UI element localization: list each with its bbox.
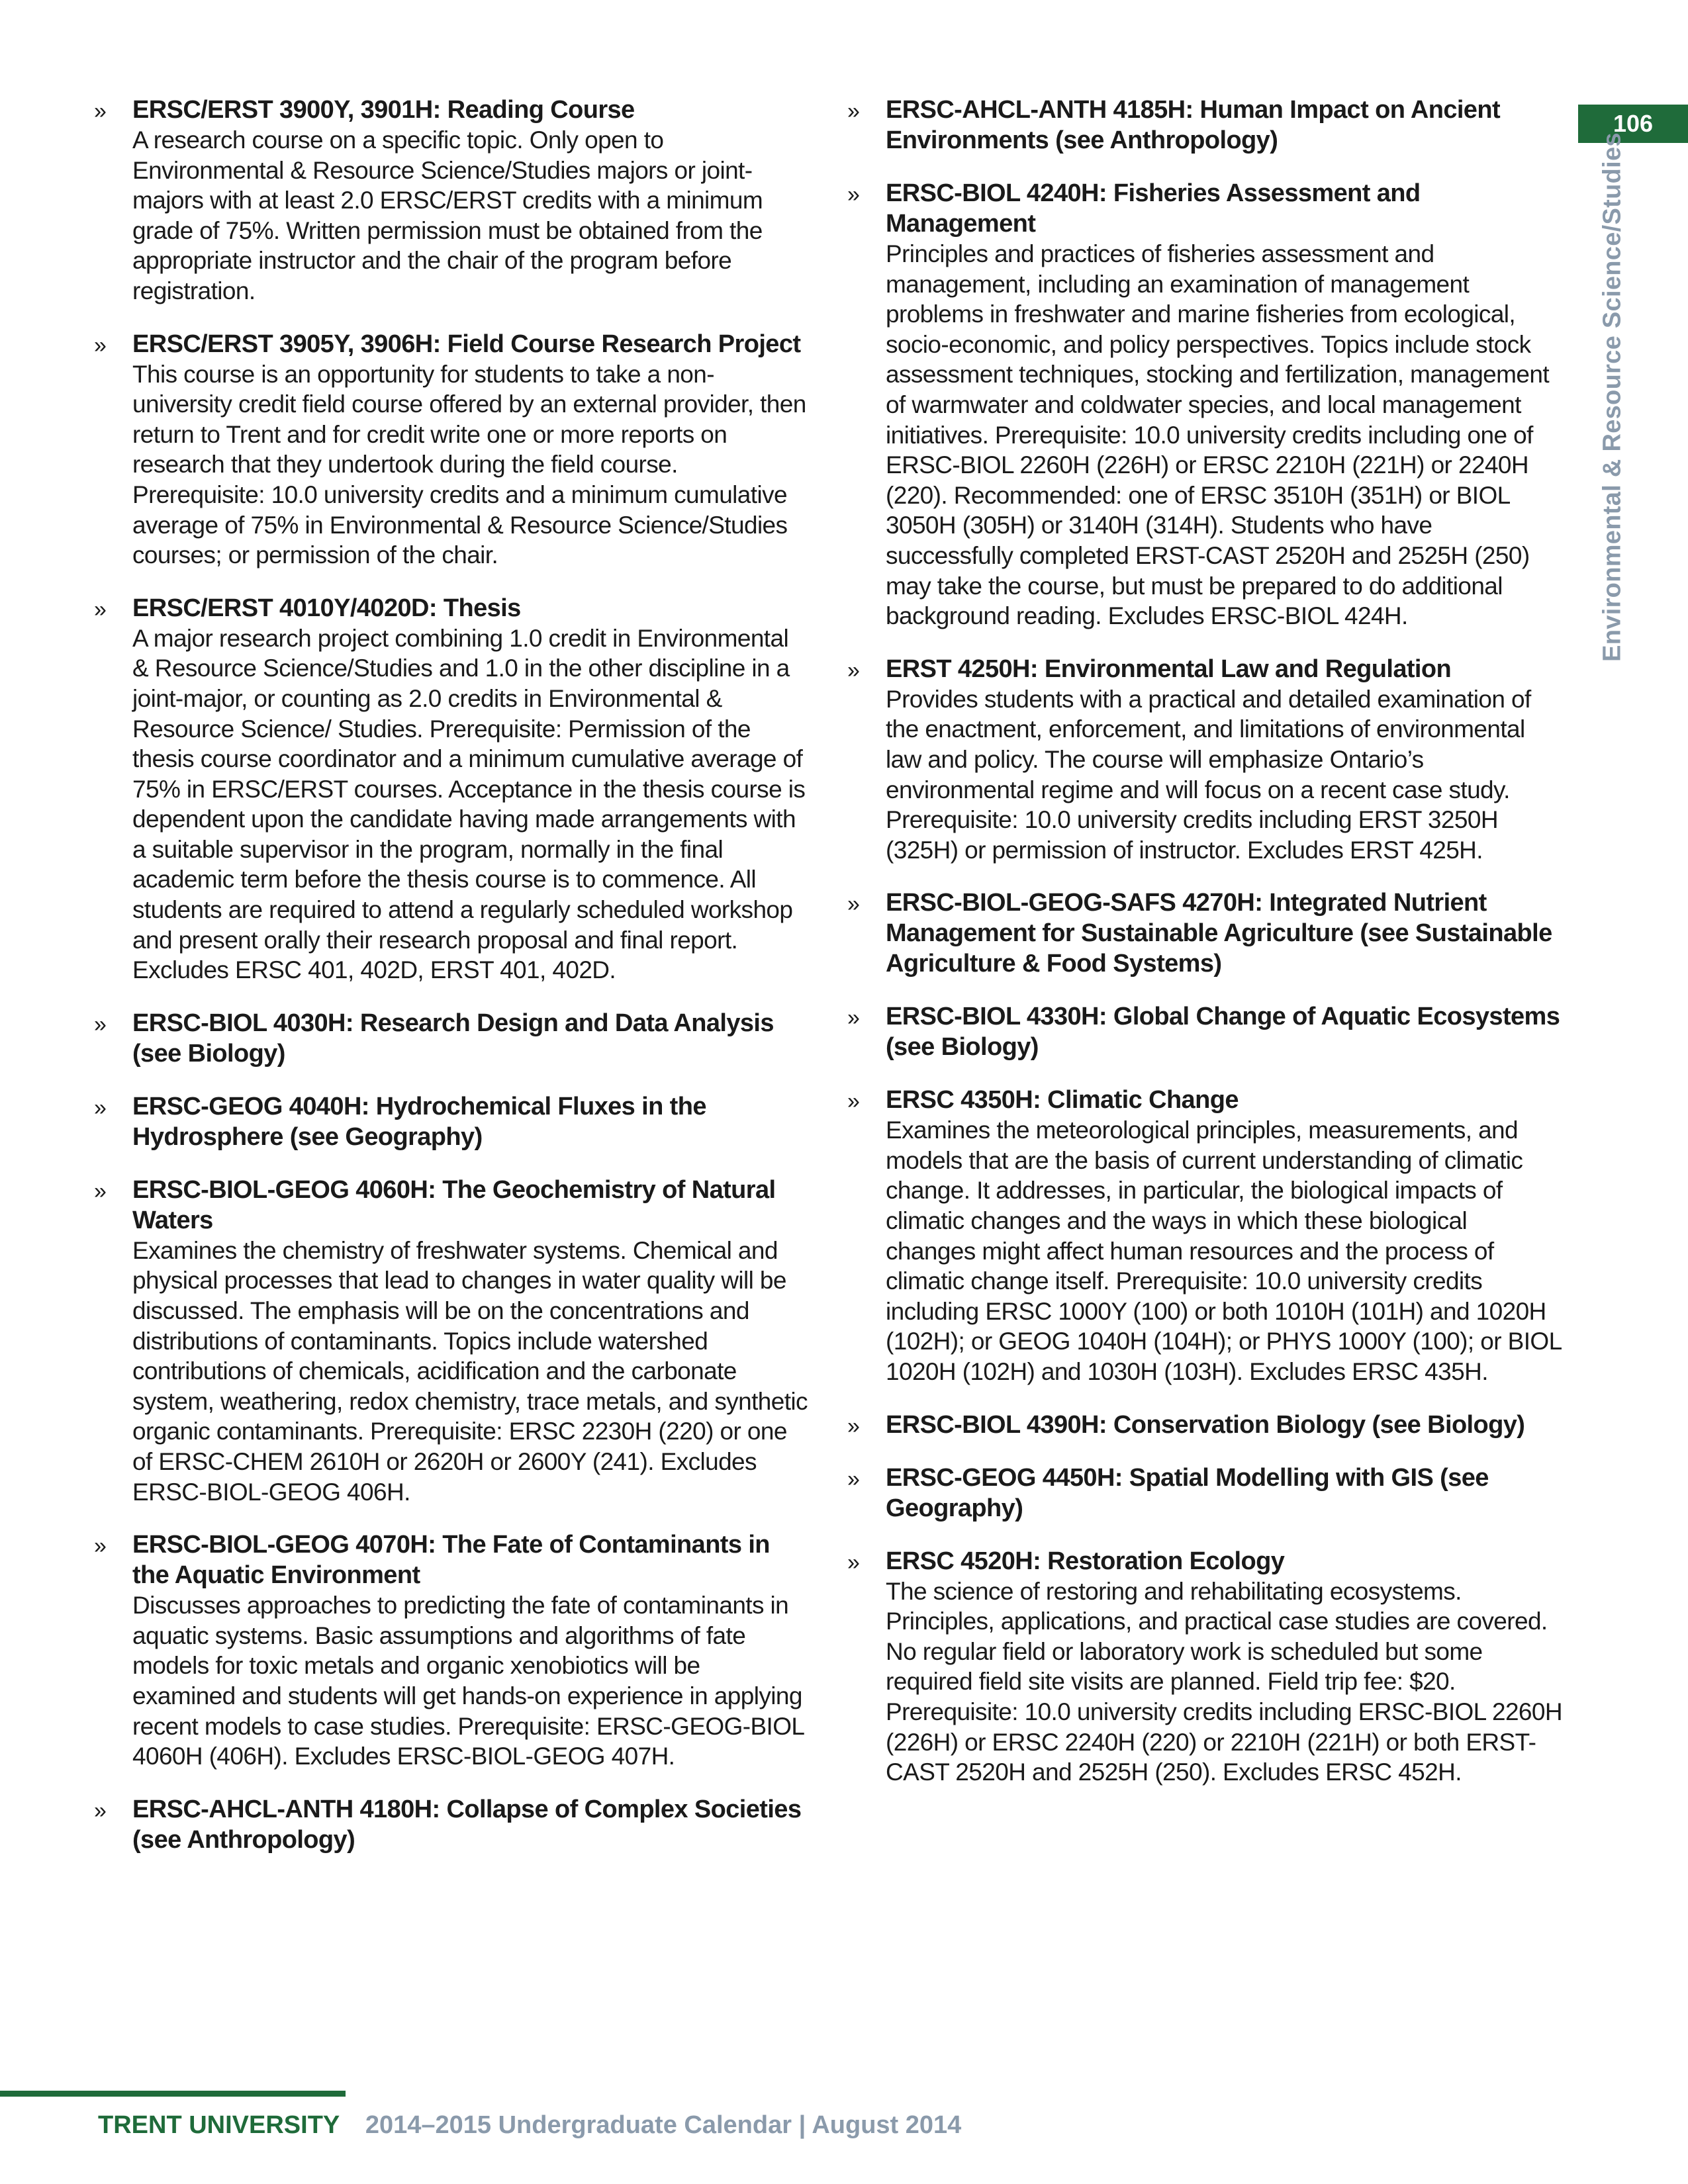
course-title: ERSC/ERST 3905Y, 3906H: Field Course Research Project (132, 330, 801, 358)
course-description: Examines the chemistry of freshwater systems. Chemical and physical processes that lead to changes in water quality will be discussed. The emphasis will be on the concentrations and distributions of contaminants. Topics include watershed contributions of chemicals, acidification and the carbonate system, weathering, redox chemistry, trace metals, and synthetic organic contaminants. Prerequisite: ERSC 2230H (220) or one of ERSC-CHEM 2610H or 2620H or 2600Y (241). Excludes ERSC-BIOL-GEOG 406H. (132, 1236, 808, 1506)
bullet-marker: » (847, 657, 860, 683)
course-description: Principles and practices of fisheries assessment and management, including an examination of management problems in freshwater and marine fisheries from ecological, socio-economic, and policy perspectives. Topics include stock assessment techniques, stocking and fertilization, management of warmwater and coldwater species, and local management initiatives. Prerequisite: 10.0 university credits including one of ERSC-BIOL 2260H (226H) or ERSC 2210H (221H) or 2240H (220). Recommended: one of ERSC 3510H (351H) or BIOL 3050H (305H) or 3140H (314H). Students who have successfully completed ERST-CAST 2520H and 2525H (250) may take the course, but must be prepared to do additional background reading. Excludes ERSC-BIOL 424H. (886, 240, 1550, 630)
course-title: ERSC 4520H: Restoration Ecology (886, 1547, 1285, 1575)
course-entry (847, 1463, 1562, 1524)
bullet-marker: » (94, 1011, 107, 1037)
section-side-label: Environmental & Resource Science/Studies (1598, 132, 1626, 662)
course-entry (94, 329, 809, 570)
course-entry (847, 1001, 1562, 1062)
course-entry (94, 95, 809, 306)
course-title: ERSC-BIOL 4030H: Research Design and Data Analysis (see Biology) (132, 1009, 774, 1068)
course-title: ERSC/ERST 4010Y/4020D: Thesis (132, 594, 521, 622)
course-title: ERSC-AHCL-ANTH 4185H: Human Impact on Ancient Environments (see Anthropology) (886, 96, 1501, 154)
bullet-marker: » (94, 1797, 107, 1823)
course-title: ERSC-BIOL 4330H: Global Change of Aquatic Ecosystems (see Biology) (886, 1003, 1560, 1062)
course-title: ERSC-AHCL-ANTH 4180H: Collapse of Complex Societies (see Anthropology) (132, 1795, 802, 1854)
bullet-marker: » (94, 332, 107, 358)
bullet-marker: » (94, 1533, 107, 1559)
course-entry (847, 1410, 1562, 1440)
course-description: Provides students with a practical and detailed examination of the enactment, enforcement, and limitations of environmental law and policy. The course will emphasize Ontario’s environmental regime and will focus on a recent case study. Prerequisite: 10.0 university credits including ERST 3250H (325H) or permission of instructor. Excludes ERST 425H. (886, 685, 1531, 864)
footer-rule (0, 2091, 346, 2097)
footer-university-name: TRENT UNIVERSITY (98, 2111, 340, 2139)
course-title: ERSC-BIOL 4390H: Conservation Biology (see Biology) (886, 1410, 1525, 1439)
page-number: 106 (1578, 105, 1688, 143)
right-column (847, 95, 1562, 1810)
left-column (94, 95, 809, 1878)
course-title: ERSC-BIOL-GEOG-SAFS 4270H: Integrated Nutrient Management for Sustainable Agriculture (see Sustainable Agriculture & Food Systems) (886, 889, 1552, 978)
course-title: ERSC-GEOG 4040H: Hydrochemical Fluxes in the Hydrosphere (see Geography) (132, 1092, 706, 1151)
course-description: A major research project combining 1.0 credit in Environmental & Resource Science/Studies and 1.0 in the other discipline in a joint-major, or counting as 2.0 credits in Environmental & Resource Science/ Studies. Prerequisite: Permission of the thesis course coordinator and a minimum cumulative average of 75% in ERSC/ERST courses. Acceptance in the thesis course is dependent upon the candidate having made arrangements with a suitable supervisor in the program, normally in the final academic term before the thesis course is to commence. All students are required to attend a regularly scheduled workshop and present orally their research proposal and final report. Excludes ERSC 401, 402D, ERST 401, 402D. (132, 624, 806, 984)
footer-calendar-title: 2014–2015 Undergraduate Calendar | August 2014 (365, 2111, 962, 2139)
course-title: ERST 4250H: Environmental Law and Regulation (886, 655, 1452, 683)
course-description: A research course on a specific topic. Only open to Environmental & Resource Science/Studies majors or joint-majors with at least 2.0 ERSC/ERST credits with a minimum grade of 75%. Written permission must be obtained from the appropriate instructor and the chair of the program before registration. (132, 126, 763, 304)
course-entry (847, 1085, 1562, 1387)
course-entry (847, 95, 1562, 156)
course-entry (94, 1175, 809, 1507)
bullet-marker: » (847, 891, 860, 917)
course-entry (94, 593, 809, 985)
course-entry (94, 1794, 809, 1855)
course-title: ERSC 4350H: Climatic Change (886, 1086, 1239, 1115)
course-description: This course is an opportunity for students to take a non-university credit field course offered by an external provider, then return to Trent and for credit write one or more reports on research that they undertook during the field course. Prerequisite: 10.0 university credits and a minimum cumulative average of 75% in Environmental & Resource Science/Studies courses; or permission of the chair. (132, 360, 806, 569)
course-title: ERSC/ERST 3900Y, 3901H: Reading Course (132, 96, 635, 124)
course-entry (94, 1091, 809, 1152)
footer (98, 2111, 961, 2140)
course-title: ERSC-BIOL-GEOG 4070H: The Fate of Contaminants in the Aquatic Environment (132, 1531, 770, 1590)
course-entry (847, 178, 1562, 631)
course-description: The science of restoring and rehabilitating ecosystems. Principles, applications, and practical case studies are covered. No regular field or laboratory work is scheduled but some required field site visits are planned. Field trip fee: $20. Prerequisite: 10.0 university credits including ERSC-BIOL 2260H (226H) or ERSC 2240H (220) or 2210H (221H) or both ERST-CAST 2520H and 2525H (250). Excludes ERSC 452H. (886, 1577, 1562, 1786)
course-entry (847, 1546, 1562, 1788)
course-entry (94, 1008, 809, 1069)
bullet-marker: » (94, 1178, 107, 1204)
bullet-marker: » (94, 99, 107, 124)
course-title: ERSC-BIOL-GEOG 4060H: The Geochemistry of Natural Waters (132, 1175, 776, 1234)
course-title: ERSC-BIOL 4240H: Fisheries Assessment and Management (886, 179, 1421, 238)
bullet-marker: » (847, 1413, 860, 1439)
course-title: ERSC-GEOG 4450H: Spatial Modelling with GIS (see Geography) (886, 1463, 1489, 1522)
bullet-marker: » (94, 596, 107, 622)
course-entry (94, 1529, 809, 1772)
course-entry (847, 887, 1562, 979)
course-description: Examines the meteorological principles, measurements, and models that are the basis of current understanding of climatic change. It addresses, in particular, the biological impacts of climatic changes and the ways in which these biological changes might affect human resources and the process of climatic change itself. Prerequisite: 10.0 university credits including ERSC 1000Y (100) or both 1010H (101H) and 1020H (102H); or GEOG 1040H (104H); or PHYS 1000Y (100); or BIOL 1020H (102H) and 1030H (103H). Excludes ERSC 435H. (886, 1116, 1562, 1386)
bullet-marker: » (847, 182, 860, 207)
course-entry (847, 654, 1562, 866)
course-description: Discusses approaches to predicting the fate of contaminants in aquatic systems. Basic assumptions and algorithms of fate models for toxic metals and organic xenobiotics will be examined and students will get hands-on experience in applying recent models to case studies. Prerequisite: ERSC-GEOG-BIOL 4060H (406H). Excludes ERSC-BIOL-GEOG 407H. (132, 1592, 804, 1770)
bullet-marker: » (847, 1466, 860, 1492)
bullet-marker: » (847, 1089, 860, 1115)
bullet-marker: » (94, 1095, 107, 1120)
bullet-marker: » (847, 1549, 860, 1575)
bullet-marker: » (847, 1005, 860, 1031)
bullet-marker: » (847, 99, 860, 124)
